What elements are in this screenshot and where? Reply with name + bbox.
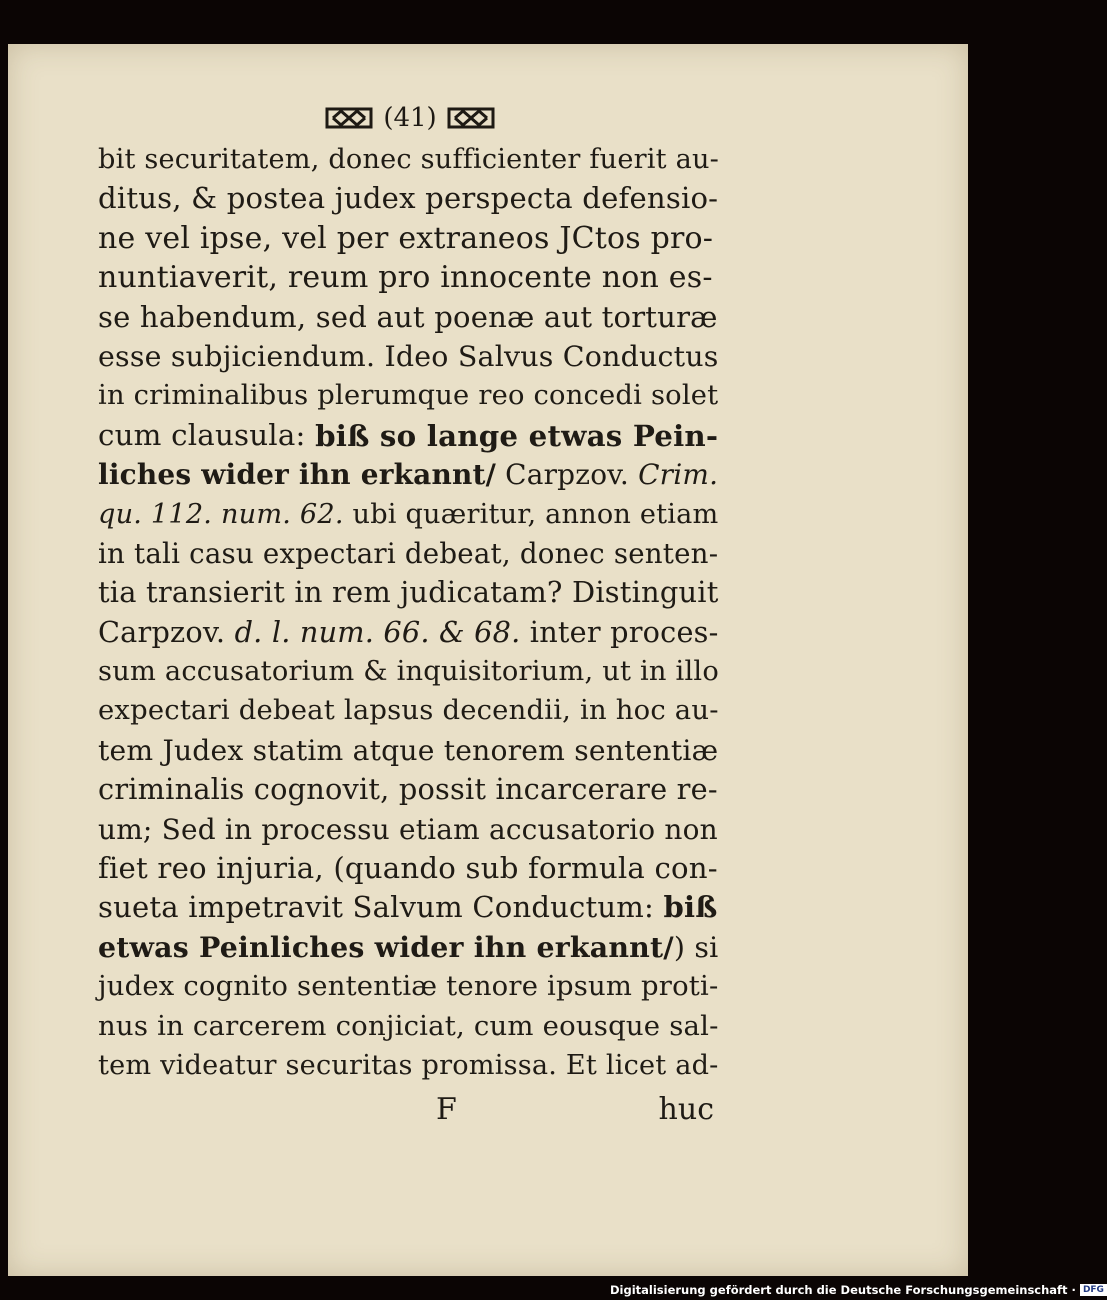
line-text: ne vel ipse, vel per extraneos JCtos pro- [98, 220, 714, 256]
line-text: ) si [673, 930, 719, 964]
citation-text: qu. 112. num. 62. [98, 498, 344, 530]
text-line [98, 967, 718, 1006]
line-text: inter proces- [520, 614, 719, 649]
text-line [98, 1007, 718, 1046]
citation-text: Crim. [638, 458, 719, 492]
page-footer [98, 1092, 718, 1132]
text-line [98, 652, 718, 691]
text-line [98, 376, 718, 415]
text-line [98, 770, 718, 809]
text-line [98, 1046, 718, 1085]
line-text: um; Sed in processu etiam accusatorio non [98, 812, 718, 846]
line-text: criminalis cognovit, possit incarcerare re- [98, 772, 718, 807]
text-line [98, 416, 718, 455]
text-line [98, 495, 718, 534]
line-text: nus in carcerem conjiciat, cum eousque sal- [98, 1009, 719, 1042]
text-line [98, 298, 718, 337]
line-text: ubi quæritur, annon etiam [343, 498, 719, 530]
line-text: judex cognito sententiæ tenore ipsum proti- [98, 971, 719, 1003]
line-text: tem videatur securitas promissa. Et licet ad- [98, 1049, 719, 1081]
line-text: esse subjiciendum. Ideo Salvus Conductus [98, 339, 719, 373]
line-text: in tali casu expectari debeat, donec senten- [98, 536, 719, 570]
blackletter-text: liches wider ihn erkannt/ [98, 458, 497, 492]
page-header [310, 100, 510, 136]
ornament-left-icon [325, 105, 373, 131]
text-line [98, 691, 718, 730]
ornament-right-icon [447, 105, 495, 131]
line-text: cum clausula: [98, 417, 316, 452]
text-line [98, 613, 718, 652]
signature-mark: F [436, 1092, 457, 1127]
blackletter-text: etwas Peinliches wider ihn erkannt/ [98, 929, 674, 964]
dfg-logo: DFG [1080, 1284, 1107, 1296]
line-text: sueta impetravit Salvum Conductum: [98, 890, 664, 925]
text-line [98, 888, 718, 927]
text-line [98, 258, 718, 297]
line-text: tem Judex statim atque tenorem sententiæ [98, 733, 719, 767]
line-text: Carpzov. [98, 614, 235, 649]
line-text: nuntiaverit, reum pro innocente non es- [98, 260, 713, 296]
text-line [98, 810, 718, 849]
text-line [98, 849, 718, 888]
line-text: expectari debeat lapsus decendii, in hoc au- [98, 695, 719, 727]
text-line [98, 573, 718, 612]
blackletter-text: biß [663, 890, 718, 925]
line-text: sum accusatorium & inquisitorium, ut in illo [98, 656, 719, 688]
line-text: bit securitatem, donec sufficienter fuerit au- [98, 144, 720, 175]
funding-credit [610, 1283, 1107, 1297]
body-text [98, 140, 718, 1085]
text-line [98, 179, 718, 218]
line-text: fiet reo injuria, (quando sub formula con- [98, 851, 718, 886]
blackletter-text: biß so lange etwas Pein- [315, 417, 719, 453]
text-line [98, 928, 718, 967]
text-line [98, 140, 718, 179]
text-line [98, 534, 718, 573]
text-line [98, 219, 718, 258]
line-text: Carpzov. [496, 458, 639, 492]
line-text: ditus, & postea judex perspecta defensio- [98, 181, 719, 216]
page-number: (41) [383, 103, 437, 133]
line-text: in criminalibus plerumque reo concedi solet [98, 380, 719, 412]
text-line [98, 455, 718, 494]
catchword: huc [658, 1092, 714, 1127]
line-text: se habendum, sed aut poenæ aut torturæ [98, 299, 718, 334]
citation-text: d. l. num. 66. & 68. [234, 614, 521, 649]
text-line [98, 731, 718, 770]
text-line [98, 337, 718, 376]
credit-text: Digitalisierung gefördert durch die Deutsche Forschungsgemeinschaft · [610, 1283, 1076, 1297]
line-text: tia transierit in rem judicatam? Distinguit [98, 575, 719, 610]
